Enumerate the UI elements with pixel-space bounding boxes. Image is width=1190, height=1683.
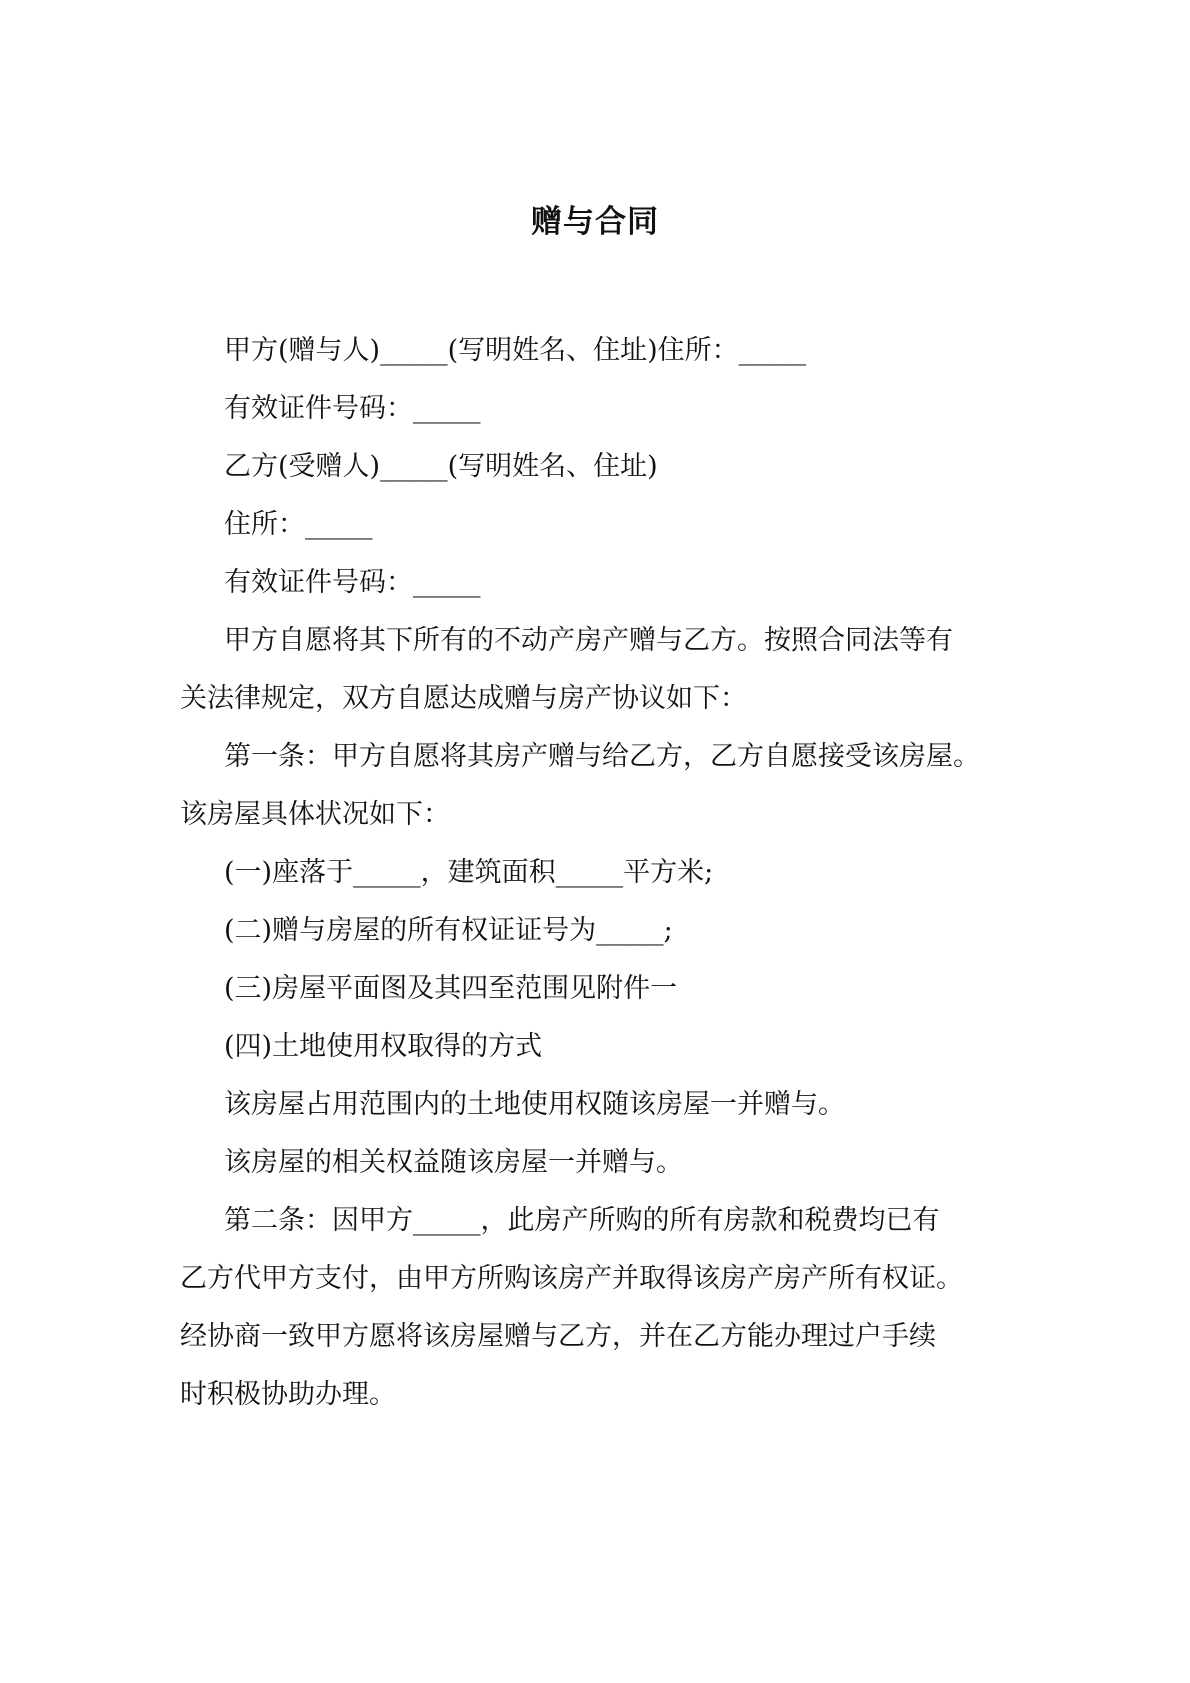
land-use-line: 该房屋占用范围内的土地使用权随该房屋一并赠与。 [224, 1089, 845, 1120]
clause-2-line: (二)赠与房屋的所有权证证号为_____; [224, 915, 673, 946]
article-1-line-2: 该房屋具体状况如下： [180, 799, 450, 830]
article-1-line-1: 第一条：甲方自愿将其房产赠与给乙方，乙方自愿接受该房屋。 [224, 741, 980, 772]
article-2-line-4: 时积极协助办理。 [180, 1379, 396, 1410]
party-b-line: 乙方(受赠人)_____(写明姓名、住址) [224, 451, 658, 482]
article-2-line-1: 第二条：因甲方_____，此房产所购的所有房款和税费均已有 [224, 1205, 940, 1236]
preamble-line-1: 甲方自愿将其下所有的不动产房产赠与乙方。按照合同法等有 [224, 625, 953, 656]
clause-4-line: (四)土地使用权取得的方式 [224, 1031, 543, 1062]
article-2-line-3: 经协商一致甲方愿将该房屋赠与乙方，并在乙方能办理过户手续 [180, 1321, 936, 1352]
rights-line: 该房屋的相关权益随该房屋一并赠与。 [224, 1147, 683, 1178]
preamble-line-2: 关法律规定，双方自愿达成赠与房产协议如下： [180, 683, 747, 714]
party-a-line: 甲方(赠与人)_____(写明姓名、住址)住所：_____ [224, 335, 807, 366]
clause-1-line: (一)座落于_____，建筑面积_____平方米; [224, 857, 714, 888]
party-b-id-line: 有效证件号码：_____ [224, 567, 481, 598]
document-title: 赠与合同 [531, 204, 659, 240]
party-a-id-line: 有效证件号码：_____ [224, 393, 481, 424]
article-2-line-2: 乙方代甲方支付，由甲方所购该房产并取得该房产房产所有权证。 [180, 1263, 963, 1294]
party-b-address-line: 住所：_____ [224, 509, 373, 540]
clause-3-line: (三)房屋平面图及其四至范围见附件一 [224, 973, 678, 1004]
